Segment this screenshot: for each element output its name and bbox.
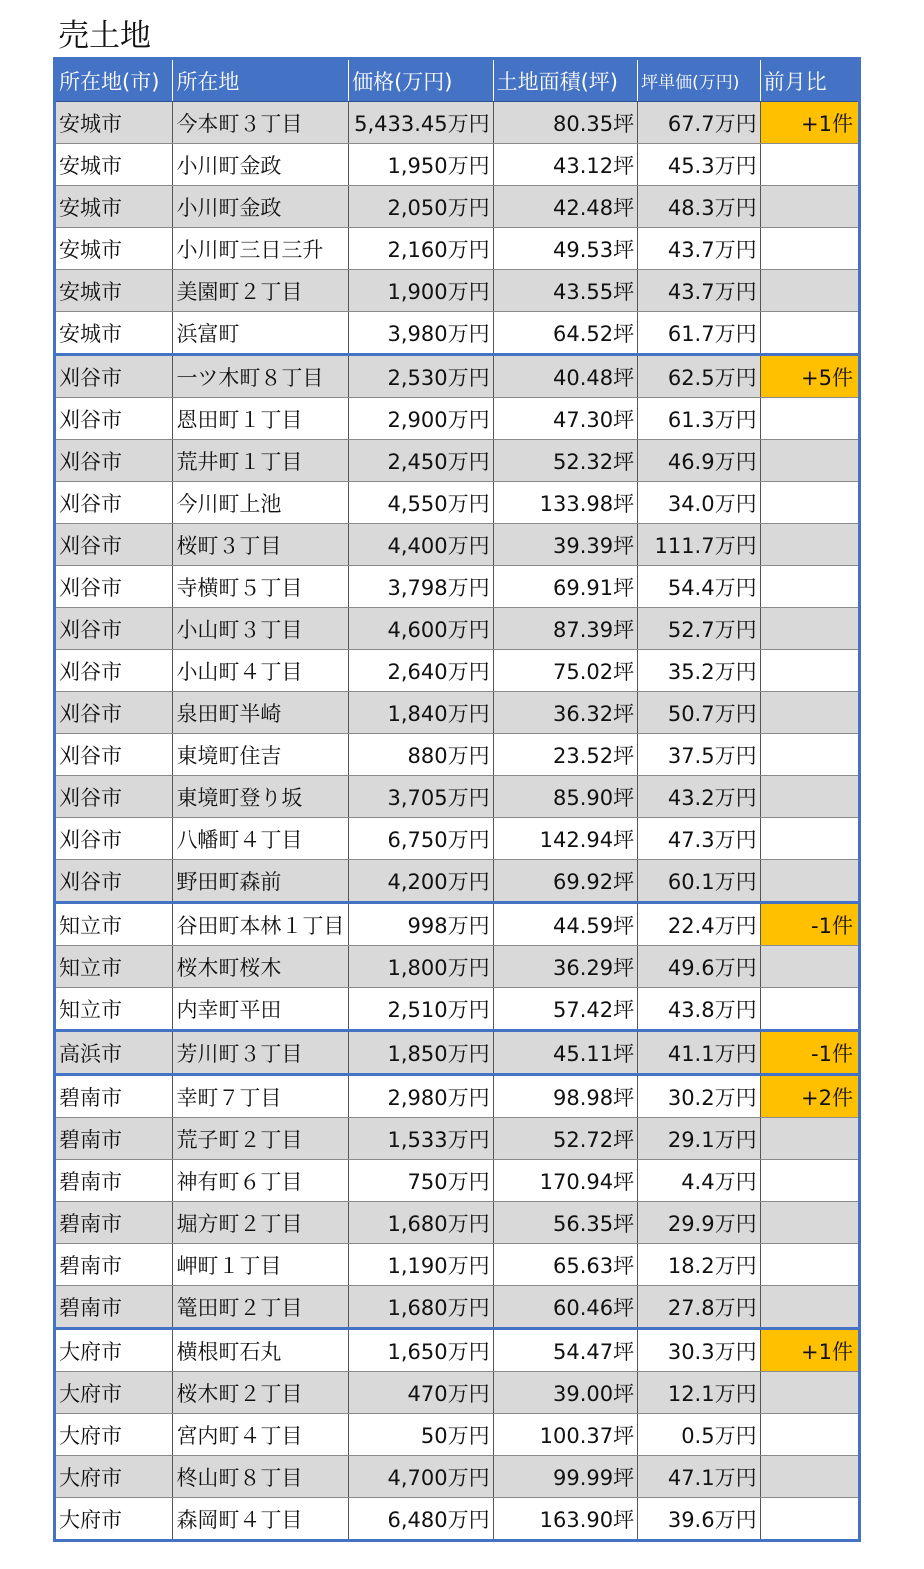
cell-price: 2,530万円	[349, 355, 494, 398]
cell-city: 刈谷市	[55, 608, 173, 650]
cell-month-change	[760, 1456, 859, 1498]
table-row	[55, 186, 860, 228]
table-row	[55, 144, 860, 186]
table-row	[55, 1414, 860, 1456]
cell-area: 36.29坪	[493, 946, 638, 988]
cell-city: 安城市	[55, 144, 173, 186]
table-row	[55, 1031, 860, 1075]
cell-city: 刈谷市	[55, 524, 173, 566]
cell-unit-price: 27.8万円	[638, 1286, 760, 1329]
cell-city: 碧南市	[55, 1160, 173, 1202]
cell-month-change	[760, 1118, 859, 1160]
cell-price: 1,950万円	[349, 144, 494, 186]
cell-address: 東境町登り坂	[173, 776, 349, 818]
cell-area: 44.59坪	[493, 903, 638, 946]
cell-address: 美園町２丁目	[173, 270, 349, 312]
cell-city: 刈谷市	[55, 482, 173, 524]
cell-month-change	[760, 186, 859, 228]
cell-unit-price: 61.7万円	[638, 312, 760, 355]
cell-address: 小川町金政	[173, 186, 349, 228]
cell-city: 刈谷市	[55, 440, 173, 482]
cell-price: 3,705万円	[349, 776, 494, 818]
cell-month-change	[760, 1414, 859, 1456]
cell-city: 大府市	[55, 1414, 173, 1456]
table-row	[55, 1075, 860, 1118]
cell-address: 今川町上池	[173, 482, 349, 524]
cell-unit-price: 48.3万円	[638, 186, 760, 228]
cell-month-change: +2件	[760, 1075, 859, 1118]
cell-month-change	[760, 270, 859, 312]
cell-city: 碧南市	[55, 1075, 173, 1118]
cell-address: 荒井町１丁目	[173, 440, 349, 482]
cell-price: 4,550万円	[349, 482, 494, 524]
cell-unit-price: 0.5万円	[638, 1414, 760, 1456]
table-row	[55, 860, 860, 903]
cell-area: 57.42坪	[493, 988, 638, 1031]
cell-area: 87.39坪	[493, 608, 638, 650]
cell-price: 50万円	[349, 1414, 494, 1456]
cell-city: 大府市	[55, 1498, 173, 1541]
cell-area: 170.94坪	[493, 1160, 638, 1202]
table-row	[55, 482, 860, 524]
cell-city: 大府市	[55, 1329, 173, 1372]
page-title: 売土地	[58, 18, 151, 54]
cell-month-change	[760, 988, 859, 1031]
cell-price: 4,400万円	[349, 524, 494, 566]
cell-price: 1,190万円	[349, 1244, 494, 1286]
cell-address: 小川町三日三升	[173, 228, 349, 270]
cell-unit-price: 41.1万円	[638, 1031, 760, 1075]
cell-price: 5,433.45万円	[349, 102, 494, 144]
table-row	[55, 1118, 860, 1160]
cell-city: 碧南市	[55, 1202, 173, 1244]
cell-area: 39.00坪	[493, 1372, 638, 1414]
cell-city: 刈谷市	[55, 692, 173, 734]
cell-address: 幸町７丁目	[173, 1075, 349, 1118]
cell-month-change	[760, 1160, 859, 1202]
table-row	[55, 398, 860, 440]
table-row	[55, 776, 860, 818]
cell-address: 桜木町桜木	[173, 946, 349, 988]
cell-area: 75.02坪	[493, 650, 638, 692]
cell-month-change	[760, 228, 859, 270]
table-row	[55, 1498, 860, 1541]
cell-month-change	[760, 144, 859, 186]
cell-area: 65.63坪	[493, 1244, 638, 1286]
cell-city: 刈谷市	[55, 818, 173, 860]
cell-month-change: +1件	[760, 102, 859, 144]
cell-month-change: +5件	[760, 355, 859, 398]
cell-area: 60.46坪	[493, 1286, 638, 1329]
land-listing-table	[53, 57, 861, 1542]
cell-unit-price: 37.5万円	[638, 734, 760, 776]
cell-city: 刈谷市	[55, 355, 173, 398]
cell-price: 1,680万円	[349, 1286, 494, 1329]
cell-price: 470万円	[349, 1372, 494, 1414]
cell-unit-price: 43.2万円	[638, 776, 760, 818]
cell-month-change	[760, 860, 859, 903]
cell-month-change	[760, 650, 859, 692]
cell-city: 高浜市	[55, 1031, 173, 1075]
cell-address: 一ツ木町８丁目	[173, 355, 349, 398]
cell-city: 知立市	[55, 946, 173, 988]
cell-address: 寺横町５丁目	[173, 566, 349, 608]
cell-address: 谷田町本林１丁目	[173, 903, 349, 946]
cell-address: 桜町３丁目	[173, 524, 349, 566]
cell-area: 85.90坪	[493, 776, 638, 818]
table-row	[55, 1372, 860, 1414]
cell-unit-price: 43.7万円	[638, 270, 760, 312]
cell-area: 99.99坪	[493, 1456, 638, 1498]
cell-unit-price: 18.2万円	[638, 1244, 760, 1286]
cell-address: 神有町６丁目	[173, 1160, 349, 1202]
cell-price: 1,650万円	[349, 1329, 494, 1372]
cell-month-change	[760, 440, 859, 482]
cell-month-change	[760, 1202, 859, 1244]
cell-address: 恩田町１丁目	[173, 398, 349, 440]
cell-unit-price: 29.9万円	[638, 1202, 760, 1244]
cell-price: 4,700万円	[349, 1456, 494, 1498]
cell-price: 2,510万円	[349, 988, 494, 1031]
cell-area: 40.48坪	[493, 355, 638, 398]
cell-area: 98.98坪	[493, 1075, 638, 1118]
cell-address: 泉田町半崎	[173, 692, 349, 734]
cell-unit-price: 111.7万円	[638, 524, 760, 566]
cell-month-change	[760, 482, 859, 524]
cell-price: 6,480万円	[349, 1498, 494, 1541]
cell-area: 56.35坪	[493, 1202, 638, 1244]
cell-city: 大府市	[55, 1372, 173, 1414]
cell-unit-price: 30.2万円	[638, 1075, 760, 1118]
table-row	[55, 566, 860, 608]
cell-area: 42.48坪	[493, 186, 638, 228]
cell-price: 4,200万円	[349, 860, 494, 903]
cell-price: 1,900万円	[349, 270, 494, 312]
cell-address: 柊山町８丁目	[173, 1456, 349, 1498]
cell-area: 80.35坪	[493, 102, 638, 144]
cell-unit-price: 30.3万円	[638, 1329, 760, 1372]
cell-address: 横根町石丸	[173, 1329, 349, 1372]
cell-price: 1,680万円	[349, 1202, 494, 1244]
cell-area: 64.52坪	[493, 312, 638, 355]
cell-unit-price: 62.5万円	[638, 355, 760, 398]
table-row	[55, 270, 860, 312]
table-header	[55, 59, 860, 102]
cell-month-change: -1件	[760, 1031, 859, 1075]
cell-unit-price: 4.4万円	[638, 1160, 760, 1202]
cell-price: 1,850万円	[349, 1031, 494, 1075]
cell-price: 1,800万円	[349, 946, 494, 988]
cell-city: 刈谷市	[55, 776, 173, 818]
cell-city: 安城市	[55, 312, 173, 355]
column-header-unit-price: 坪単価(万円)	[638, 59, 760, 102]
cell-address: 今本町３丁目	[173, 102, 349, 144]
cell-city: 碧南市	[55, 1244, 173, 1286]
cell-month-change	[760, 818, 859, 860]
cell-area: 69.92坪	[493, 860, 638, 903]
cell-unit-price: 61.3万円	[638, 398, 760, 440]
cell-city: 碧南市	[55, 1118, 173, 1160]
table-row	[55, 102, 860, 144]
cell-city: 刈谷市	[55, 860, 173, 903]
cell-price: 2,900万円	[349, 398, 494, 440]
cell-address: 荒子町２丁目	[173, 1118, 349, 1160]
cell-month-change	[760, 692, 859, 734]
cell-area: 47.30坪	[493, 398, 638, 440]
cell-month-change	[760, 312, 859, 355]
cell-city: 大府市	[55, 1456, 173, 1498]
cell-unit-price: 49.6万円	[638, 946, 760, 988]
cell-unit-price: 46.9万円	[638, 440, 760, 482]
cell-address: 堀方町２丁目	[173, 1202, 349, 1244]
cell-city: 安城市	[55, 228, 173, 270]
cell-price: 880万円	[349, 734, 494, 776]
cell-address: 小山町３丁目	[173, 608, 349, 650]
cell-address: 森岡町４丁目	[173, 1498, 349, 1541]
cell-address: 宮内町４丁目	[173, 1414, 349, 1456]
cell-month-change	[760, 608, 859, 650]
table-row	[55, 1244, 860, 1286]
table-row	[55, 692, 860, 734]
table-row	[55, 440, 860, 482]
table-row	[55, 608, 860, 650]
cell-area: 43.12坪	[493, 144, 638, 186]
cell-month-change	[760, 524, 859, 566]
cell-city: 刈谷市	[55, 398, 173, 440]
column-header-month-change: 前月比	[760, 59, 859, 102]
cell-unit-price: 54.4万円	[638, 566, 760, 608]
cell-area: 142.94坪	[493, 818, 638, 860]
cell-price: 6,750万円	[349, 818, 494, 860]
cell-city: 安城市	[55, 186, 173, 228]
cell-area: 39.39坪	[493, 524, 638, 566]
table-row	[55, 1286, 860, 1329]
cell-address: 八幡町４丁目	[173, 818, 349, 860]
cell-unit-price: 43.8万円	[638, 988, 760, 1031]
column-header-city: 所在地(市)	[55, 59, 173, 102]
table-row	[55, 734, 860, 776]
cell-unit-price: 47.3万円	[638, 818, 760, 860]
cell-city: 安城市	[55, 102, 173, 144]
cell-unit-price: 43.7万円	[638, 228, 760, 270]
cell-unit-price: 50.7万円	[638, 692, 760, 734]
column-header-area: 土地面積(坪)	[493, 59, 638, 102]
cell-price: 2,640万円	[349, 650, 494, 692]
cell-address: 小山町４丁目	[173, 650, 349, 692]
table-row	[55, 988, 860, 1031]
cell-area: 100.37坪	[493, 1414, 638, 1456]
cell-area: 43.55坪	[493, 270, 638, 312]
cell-month-change	[760, 776, 859, 818]
cell-price: 4,600万円	[349, 608, 494, 650]
cell-month-change	[760, 1498, 859, 1541]
cell-city: 刈谷市	[55, 566, 173, 608]
cell-city: 安城市	[55, 270, 173, 312]
cell-unit-price: 12.1万円	[638, 1372, 760, 1414]
cell-month-change	[760, 1244, 859, 1286]
cell-address: 芳川町３丁目	[173, 1031, 349, 1075]
cell-price: 2,980万円	[349, 1075, 494, 1118]
cell-address: 浜富町	[173, 312, 349, 355]
cell-unit-price: 52.7万円	[638, 608, 760, 650]
cell-price: 2,050万円	[349, 186, 494, 228]
column-header-address: 所在地	[173, 59, 349, 102]
cell-city: 知立市	[55, 903, 173, 946]
cell-unit-price: 47.1万円	[638, 1456, 760, 1498]
cell-area: 52.32坪	[493, 440, 638, 482]
cell-address: 桜木町２丁目	[173, 1372, 349, 1414]
table-row	[55, 903, 860, 946]
cell-month-change: -1件	[760, 903, 859, 946]
cell-address: 小川町金政	[173, 144, 349, 186]
table-row	[55, 946, 860, 988]
cell-month-change	[760, 734, 859, 776]
cell-city: 碧南市	[55, 1286, 173, 1329]
cell-month-change	[760, 398, 859, 440]
cell-area: 69.91坪	[493, 566, 638, 608]
table-row	[55, 355, 860, 398]
cell-month-change: +1件	[760, 1329, 859, 1372]
cell-month-change	[760, 1286, 859, 1329]
cell-price: 1,533万円	[349, 1118, 494, 1160]
cell-unit-price: 60.1万円	[638, 860, 760, 903]
cell-price: 3,798万円	[349, 566, 494, 608]
cell-area: 36.32坪	[493, 692, 638, 734]
cell-unit-price: 29.1万円	[638, 1118, 760, 1160]
cell-unit-price: 67.7万円	[638, 102, 760, 144]
cell-month-change	[760, 1372, 859, 1414]
column-header-price: 価格(万円)	[349, 59, 494, 102]
cell-unit-price: 39.6万円	[638, 1498, 760, 1541]
cell-area: 23.52坪	[493, 734, 638, 776]
cell-area: 52.72坪	[493, 1118, 638, 1160]
cell-city: 知立市	[55, 988, 173, 1031]
table-row	[55, 650, 860, 692]
cell-price: 1,840万円	[349, 692, 494, 734]
cell-area: 163.90坪	[493, 1498, 638, 1541]
cell-area: 49.53坪	[493, 228, 638, 270]
cell-unit-price: 22.4万円	[638, 903, 760, 946]
cell-month-change	[760, 566, 859, 608]
cell-address: 篭田町２丁目	[173, 1286, 349, 1329]
cell-price: 3,980万円	[349, 312, 494, 355]
table-row	[55, 312, 860, 355]
cell-city: 刈谷市	[55, 650, 173, 692]
table-row	[55, 1456, 860, 1498]
cell-unit-price: 34.0万円	[638, 482, 760, 524]
table-row	[55, 1160, 860, 1202]
cell-price: 750万円	[349, 1160, 494, 1202]
cell-price: 2,450万円	[349, 440, 494, 482]
table-row	[55, 524, 860, 566]
cell-city: 刈谷市	[55, 734, 173, 776]
cell-address: 岬町１丁目	[173, 1244, 349, 1286]
cell-address: 野田町森前	[173, 860, 349, 903]
cell-price: 2,160万円	[349, 228, 494, 270]
table-row	[55, 818, 860, 860]
table-row	[55, 1329, 860, 1372]
cell-unit-price: 35.2万円	[638, 650, 760, 692]
header-row	[55, 59, 860, 102]
table-row	[55, 228, 860, 270]
cell-address: 内幸町平田	[173, 988, 349, 1031]
cell-price: 998万円	[349, 903, 494, 946]
cell-area: 133.98坪	[493, 482, 638, 524]
cell-unit-price: 45.3万円	[638, 144, 760, 186]
cell-month-change	[760, 946, 859, 988]
cell-address: 東境町住吉	[173, 734, 349, 776]
cell-area: 45.11坪	[493, 1031, 638, 1075]
cell-area: 54.47坪	[493, 1329, 638, 1372]
table-row	[55, 1202, 860, 1244]
table-body	[55, 102, 860, 1541]
